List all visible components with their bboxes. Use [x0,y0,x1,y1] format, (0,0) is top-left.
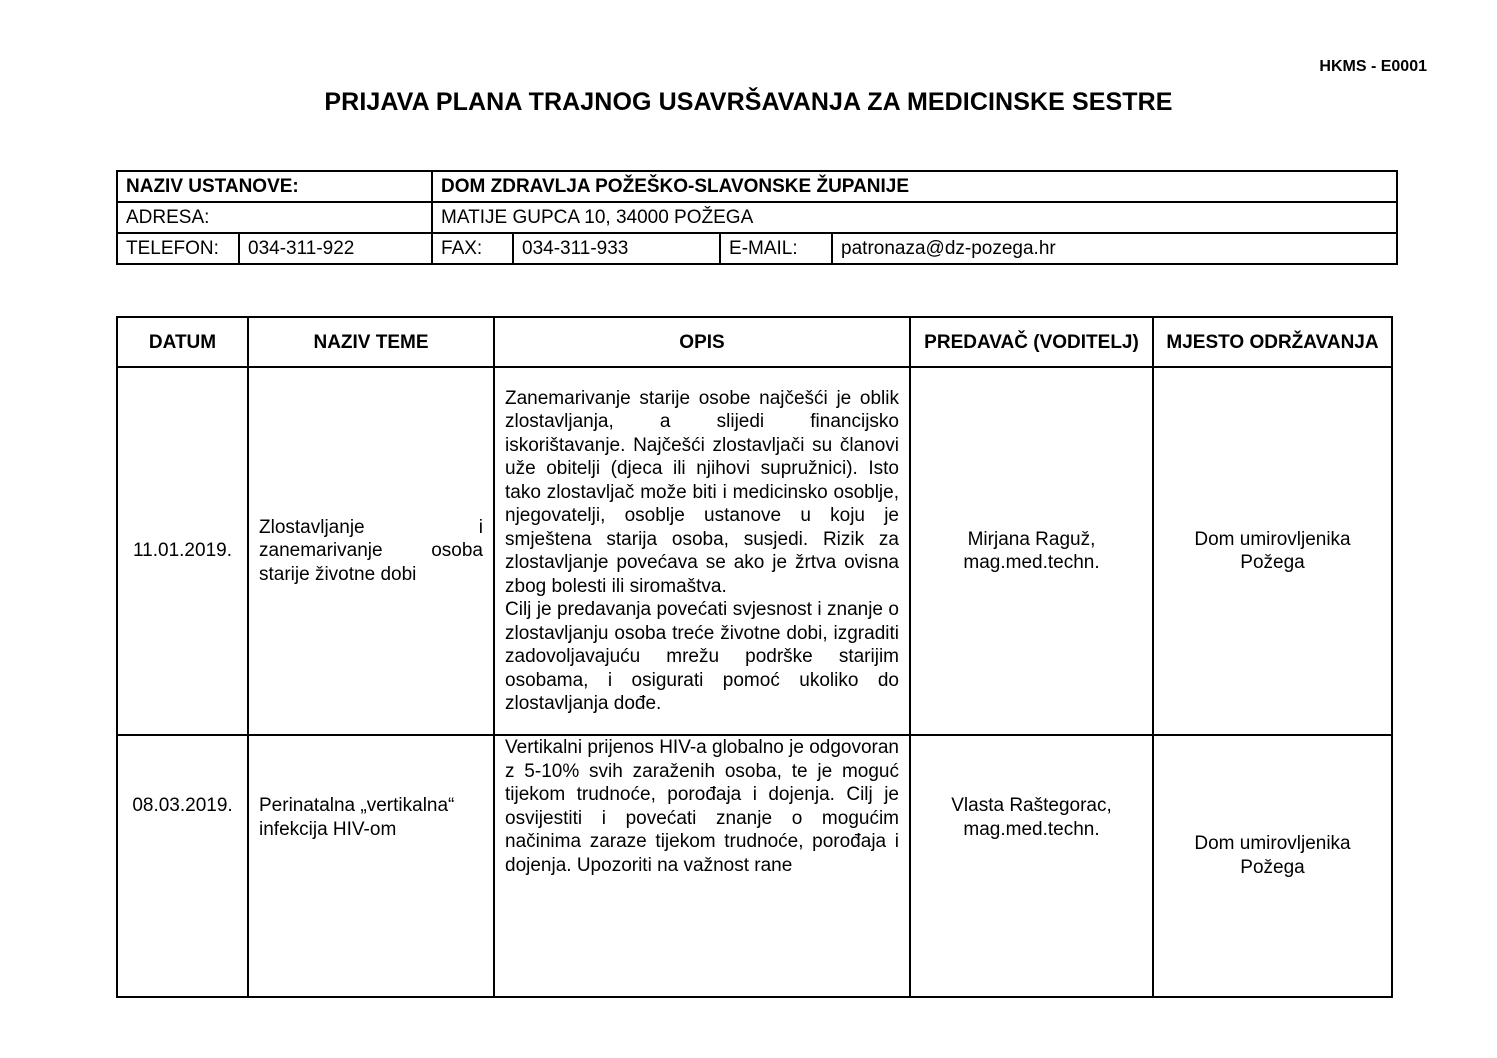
description-paragraph: Vertikalni prijenos HIV-a globalno je odgovoran z 5-10% svih zaraženih osoba, te je moguć tijekom trudnoće, porođaja i dojenja. Cilj je osvijestiti i povećati znanje o mogućim načinima zaraze tijekom trudnoće, porođaja i dojenja. Upozoriti na važnost rane [505,737,899,876]
column-header-description: OPIS [494,317,910,367]
institution-name: DOM ZDRAVLJA POŽEŠKO-SLAVONSKE ŽUPANIJE [432,171,1397,202]
row-topic: Perinatalna „vertikalna“ infekcija HIV-om [248,735,494,997]
institution-table [116,170,1398,265]
fax-value: 034-311-933 [513,233,720,264]
column-header-location: MJESTO ODRŽAVANJA [1153,317,1392,367]
page-title: PRIJAVA PLANA TRAJNOG USAVRŠAVANJA ZA MEDICINSKE SESTRE [324,88,1173,116]
table-row [117,735,1392,997]
row-lecturer: Mirjana Raguž, mag.med.techn. [910,367,1153,735]
plan-table [116,316,1393,998]
institution-contact-row [117,233,1397,264]
table-header-row [117,317,1392,367]
description-paragraph: Cilj je predavanja povećati svjesnost i znanje o zlostavljanju osoba treće životne dobi, izgraditi zadovoljavajuću mrežu podrške starijim osobama, i osigurati pomoć ukoliko do zlostavljanja dođe. [505,599,899,714]
email-value: patronaza@dz-pozega.hr [832,233,1397,264]
phone-value: 034-311-922 [239,233,432,264]
institution-name-label: NAZIV USTANOVE: [117,171,432,202]
row-location: Dom umirovljenika Požega [1153,735,1392,997]
row-date: 11.01.2019. [117,367,248,735]
email-label: E-MAIL: [720,233,832,264]
phone-label: TELEFON: [117,233,239,264]
fax-label: FAX: [432,233,513,264]
row-topic: Zlostavljanje i zanemarivanje osoba starije životne dobi [248,367,494,735]
address-value: MATIJE GUPCA 10, 34000 POŽEGA [432,202,1397,233]
institution-address-row [117,202,1397,233]
form-code: HKMS - E0001 [1319,58,1427,75]
address-label: ADRESA: [117,202,432,233]
row-date: 08.03.2019. [117,735,248,997]
row-location: Dom umirovljenika Požega [1153,367,1392,735]
column-header-topic: NAZIV TEME [248,317,494,367]
row-description [494,367,910,735]
column-header-date: DATUM [117,317,248,367]
table-row [117,367,1392,735]
row-lecturer: Vlasta Raštegorac, mag.med.techn. [910,735,1153,997]
description-paragraph: Zanemarivanje starije osobe najčešći je oblik zlostavljanja, a slijedi financijsko iskorištavanje. Najčešći zlostavljači su članovi uže obitelji (djeca ili njihovi supružnici). Isto tako zlostavljač može biti i medicinsko osoblje, njegovatelji, osoblje ustanove u koju je smještena starija osoba, susjedi. Rizik za zlostavljanje povećava se ako je žrtva ovisna zbog bolesti ili siromaštva. [505,387,899,597]
row-description [494,735,910,997]
column-header-lecturer: PREDAVAČ (VODITELJ) [910,317,1153,367]
institution-name-row [117,171,1397,202]
